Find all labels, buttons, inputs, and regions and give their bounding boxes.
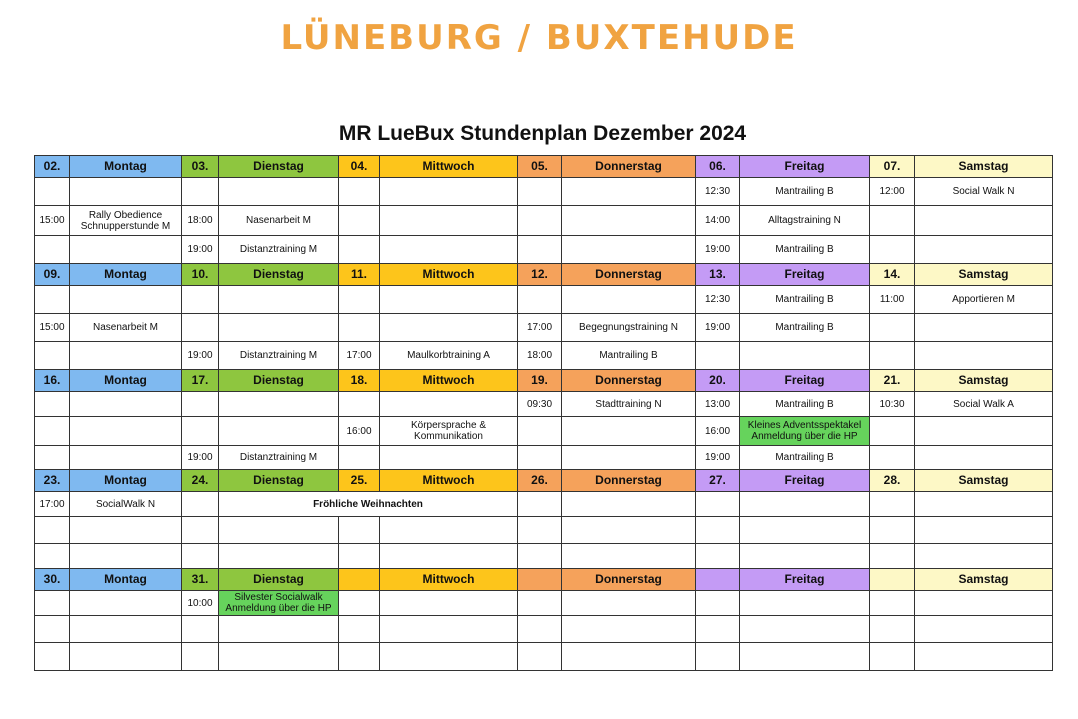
entry-title	[562, 236, 696, 264]
day-header-donnerstag: Donnerstag	[562, 156, 696, 178]
entry-time: 12:30	[696, 178, 740, 206]
entry-time	[339, 286, 380, 314]
entry-time: 11:00	[870, 286, 915, 314]
entry-title	[380, 206, 518, 236]
date-cell-dienstag: 03.	[182, 156, 219, 178]
entry-title	[915, 591, 1053, 616]
entry-time	[696, 591, 740, 616]
entry-time: 17:00	[35, 492, 70, 517]
entry-time	[35, 544, 70, 569]
headline: LÜNEBURG / BUXTEHUDE	[280, 18, 798, 58]
schedule-row	[35, 286, 1053, 314]
week-header-row	[35, 470, 1053, 492]
entry-title: Mantrailing B	[740, 236, 870, 264]
entry-title	[70, 236, 182, 264]
date-cell-samstag	[870, 569, 915, 591]
entry-title: Mantrailing B	[740, 178, 870, 206]
entry-time	[870, 446, 915, 470]
entry-title	[219, 417, 339, 446]
entry-time	[870, 544, 915, 569]
entry-title	[915, 446, 1053, 470]
date-cell-dienstag: 31.	[182, 569, 219, 591]
entry-title	[915, 517, 1053, 544]
entry-time	[35, 417, 70, 446]
entry-time	[870, 616, 915, 643]
week-header-row	[35, 156, 1053, 178]
highlight-note: Silvester Socialwalk Anmeldung über die HP	[219, 591, 339, 616]
entry-time	[870, 492, 915, 517]
day-header-freitag: Freitag	[740, 264, 870, 286]
entry-time	[518, 544, 562, 569]
schedule-row	[35, 492, 1053, 517]
entry-time	[339, 591, 380, 616]
schedule-table	[34, 155, 1053, 671]
entry-time: 16:00	[339, 417, 380, 446]
day-header-montag: Montag	[70, 156, 182, 178]
plan-title: MR LueBux Stundenplan Dezember 2024	[338, 122, 747, 145]
schedule-row	[35, 616, 1053, 643]
entry-time: 16:00	[696, 417, 740, 446]
entry-time	[870, 236, 915, 264]
entry-title	[915, 492, 1053, 517]
day-header-montag: Montag	[70, 264, 182, 286]
date-cell-montag: 02.	[35, 156, 70, 178]
entry-title	[915, 643, 1053, 671]
day-header-freitag: Freitag	[740, 156, 870, 178]
day-header-mittwoch: Mittwoch	[380, 156, 518, 178]
entry-title	[219, 517, 339, 544]
schedule-row	[35, 342, 1053, 370]
entry-time: 12:00	[870, 178, 915, 206]
entry-time	[182, 178, 219, 206]
entry-title	[70, 544, 182, 569]
entry-title	[562, 591, 696, 616]
day-header-dienstag: Dienstag	[219, 370, 339, 392]
entry-title	[219, 392, 339, 417]
entry-title: Mantrailing B	[562, 342, 696, 370]
date-cell-montag: 30.	[35, 569, 70, 591]
entry-title: Körpersprache & Kommunikation	[380, 417, 518, 446]
entry-title: SocialWalk N	[70, 492, 182, 517]
entry-title	[562, 178, 696, 206]
entry-time: 19:00	[182, 236, 219, 264]
entry-time	[518, 417, 562, 446]
date-cell-dienstag: 24.	[182, 470, 219, 492]
entry-title	[70, 517, 182, 544]
entry-time: 19:00	[182, 446, 219, 470]
entry-title	[562, 517, 696, 544]
entry-title	[380, 236, 518, 264]
entry-title	[740, 517, 870, 544]
schedule-row	[35, 236, 1053, 264]
date-cell-donnerstag: 12.	[518, 264, 562, 286]
entry-time	[518, 178, 562, 206]
entry-title	[70, 342, 182, 370]
christmas-greeting: Fröhliche Weihnachten	[219, 492, 518, 517]
entry-title	[740, 544, 870, 569]
date-cell-donnerstag: 26.	[518, 470, 562, 492]
entry-time: 19:00	[182, 342, 219, 370]
entry-time: 09:30	[518, 392, 562, 417]
entry-time	[35, 178, 70, 206]
entry-title	[70, 591, 182, 616]
day-header-samstag: Samstag	[915, 569, 1053, 591]
date-cell-mittwoch: 18.	[339, 370, 380, 392]
day-header-montag: Montag	[70, 470, 182, 492]
entry-time	[35, 616, 70, 643]
day-header-samstag: Samstag	[915, 370, 1053, 392]
entry-title	[380, 314, 518, 342]
day-header-dienstag: Dienstag	[219, 264, 339, 286]
entry-title	[219, 616, 339, 643]
day-header-mittwoch: Mittwoch	[380, 370, 518, 392]
entry-title	[70, 392, 182, 417]
entry-time	[339, 544, 380, 569]
date-cell-montag: 09.	[35, 264, 70, 286]
day-header-samstag: Samstag	[915, 264, 1053, 286]
week-header-row	[35, 569, 1053, 591]
schedule-row	[35, 591, 1053, 616]
entry-title	[380, 178, 518, 206]
entry-title	[915, 342, 1053, 370]
entry-title: Maulkorbtraining A	[380, 342, 518, 370]
entry-title	[740, 342, 870, 370]
entry-time: 18:00	[182, 206, 219, 236]
entry-time	[518, 643, 562, 671]
day-header-donnerstag: Donnerstag	[562, 370, 696, 392]
date-cell-freitag	[696, 569, 740, 591]
day-header-samstag: Samstag	[915, 470, 1053, 492]
entry-time	[182, 314, 219, 342]
day-header-dienstag: Dienstag	[219, 470, 339, 492]
day-header-mittwoch: Mittwoch	[380, 264, 518, 286]
entry-time	[696, 517, 740, 544]
entry-time	[518, 206, 562, 236]
entry-title: Social Walk N	[915, 178, 1053, 206]
entry-title: Apportieren M	[915, 286, 1053, 314]
week-header-row	[35, 264, 1053, 286]
entry-title	[219, 178, 339, 206]
entry-time	[870, 314, 915, 342]
entry-time	[182, 286, 219, 314]
entry-title: Mantrailing B	[740, 392, 870, 417]
entry-title	[219, 643, 339, 671]
entry-title: Mantrailing B	[740, 314, 870, 342]
entry-time	[339, 236, 380, 264]
date-cell-donnerstag	[518, 569, 562, 591]
schedule-row	[35, 178, 1053, 206]
entry-time	[339, 643, 380, 671]
entry-time	[339, 517, 380, 544]
date-cell-freitag: 20.	[696, 370, 740, 392]
entry-time	[35, 446, 70, 470]
entry-time	[35, 286, 70, 314]
entry-title	[740, 643, 870, 671]
day-header-dienstag: Dienstag	[219, 569, 339, 591]
date-cell-freitag: 13.	[696, 264, 740, 286]
entry-title	[562, 446, 696, 470]
schedule-row	[35, 446, 1053, 470]
entry-time: 13:00	[696, 392, 740, 417]
entry-time: 19:00	[696, 446, 740, 470]
entry-time	[182, 392, 219, 417]
entry-title	[915, 544, 1053, 569]
day-header-donnerstag: Donnerstag	[562, 264, 696, 286]
entry-time	[518, 492, 562, 517]
entry-title	[915, 206, 1053, 236]
date-cell-montag: 23.	[35, 470, 70, 492]
entry-title	[740, 591, 870, 616]
entry-title	[70, 446, 182, 470]
date-cell-freitag: 06.	[696, 156, 740, 178]
entry-time: 10:30	[870, 392, 915, 417]
entry-time	[870, 591, 915, 616]
entry-title: Begegnungstraining N	[562, 314, 696, 342]
entry-title	[562, 286, 696, 314]
entry-time	[339, 314, 380, 342]
date-cell-donnerstag: 05.	[518, 156, 562, 178]
entry-title	[380, 544, 518, 569]
day-header-freitag: Freitag	[740, 370, 870, 392]
entry-time	[696, 544, 740, 569]
entry-time: 19:00	[696, 314, 740, 342]
entry-title	[70, 616, 182, 643]
entry-title: Distanztraining M	[219, 342, 339, 370]
entry-time	[182, 616, 219, 643]
entry-title	[380, 517, 518, 544]
entry-time	[518, 446, 562, 470]
schedule-row	[35, 544, 1053, 569]
entry-title: Stadttraining N	[562, 392, 696, 417]
schedule-row	[35, 643, 1053, 671]
entry-title: Alltagstraining N	[740, 206, 870, 236]
date-cell-samstag: 21.	[870, 370, 915, 392]
entry-time	[35, 236, 70, 264]
entry-title	[219, 314, 339, 342]
entry-title	[70, 286, 182, 314]
date-cell-samstag: 14.	[870, 264, 915, 286]
entry-title: Nasenarbeit M	[219, 206, 339, 236]
entry-title	[380, 591, 518, 616]
highlight-note: Kleines Adventsspektakel Anmeldung über die HP	[740, 417, 870, 446]
entry-time	[518, 286, 562, 314]
entry-time	[182, 417, 219, 446]
entry-time: 12:30	[696, 286, 740, 314]
entry-time	[870, 342, 915, 370]
day-header-montag: Montag	[70, 569, 182, 591]
entry-time: 14:00	[696, 206, 740, 236]
entry-title: Mantrailing B	[740, 286, 870, 314]
entry-title	[380, 446, 518, 470]
entry-title	[70, 417, 182, 446]
date-cell-mittwoch: 25.	[339, 470, 380, 492]
entry-time	[518, 517, 562, 544]
date-cell-freitag: 27.	[696, 470, 740, 492]
entry-title: Mantrailing B	[740, 446, 870, 470]
entry-title	[562, 492, 696, 517]
day-header-samstag: Samstag	[915, 156, 1053, 178]
entry-title	[380, 616, 518, 643]
schedule-row	[35, 314, 1053, 342]
entry-title	[380, 392, 518, 417]
entry-time	[696, 342, 740, 370]
entry-title: Rally Obedience Schnupperstunde M	[70, 206, 182, 236]
entry-title	[380, 286, 518, 314]
entry-title	[70, 643, 182, 671]
entry-title	[740, 492, 870, 517]
schedule-row	[35, 392, 1053, 417]
entry-time	[35, 517, 70, 544]
entry-time	[870, 643, 915, 671]
entry-title	[915, 236, 1053, 264]
entry-time: 10:00	[182, 591, 219, 616]
entry-title	[380, 643, 518, 671]
date-cell-dienstag: 17.	[182, 370, 219, 392]
entry-time	[518, 236, 562, 264]
entry-title	[915, 314, 1053, 342]
entry-title: Distanztraining M	[219, 236, 339, 264]
entry-time	[696, 616, 740, 643]
entry-time	[35, 591, 70, 616]
entry-time	[518, 591, 562, 616]
date-cell-mittwoch: 11.	[339, 264, 380, 286]
entry-time	[339, 392, 380, 417]
entry-time	[870, 517, 915, 544]
entry-time	[518, 616, 562, 643]
entry-title	[562, 616, 696, 643]
schedule-row	[35, 517, 1053, 544]
day-header-mittwoch: Mittwoch	[380, 470, 518, 492]
date-cell-mittwoch	[339, 569, 380, 591]
entry-time	[870, 417, 915, 446]
entry-time: 15:00	[35, 314, 70, 342]
date-cell-mittwoch: 04.	[339, 156, 380, 178]
entry-time: 15:00	[35, 206, 70, 236]
date-cell-montag: 16.	[35, 370, 70, 392]
date-cell-donnerstag: 19.	[518, 370, 562, 392]
week-header-row	[35, 370, 1053, 392]
entry-time: 18:00	[518, 342, 562, 370]
entry-time	[35, 643, 70, 671]
entry-time	[339, 206, 380, 236]
day-header-donnerstag: Donnerstag	[562, 470, 696, 492]
entry-time	[696, 643, 740, 671]
entry-time	[182, 643, 219, 671]
date-cell-samstag: 28.	[870, 470, 915, 492]
entry-title	[562, 643, 696, 671]
day-header-freitag: Freitag	[740, 569, 870, 591]
entry-title	[219, 544, 339, 569]
entry-time: 17:00	[518, 314, 562, 342]
entry-title: Social Walk A	[915, 392, 1053, 417]
entry-time	[182, 492, 219, 517]
entry-time	[696, 492, 740, 517]
day-header-freitag: Freitag	[740, 470, 870, 492]
entry-time	[339, 616, 380, 643]
entry-time	[182, 517, 219, 544]
entry-title	[915, 616, 1053, 643]
entry-title	[915, 417, 1053, 446]
entry-time	[35, 392, 70, 417]
entry-title	[70, 178, 182, 206]
entry-title: Distanztraining M	[219, 446, 339, 470]
entry-time	[870, 206, 915, 236]
entry-time	[182, 544, 219, 569]
day-header-dienstag: Dienstag	[219, 156, 339, 178]
schedule-row	[35, 417, 1053, 446]
entry-time: 19:00	[696, 236, 740, 264]
entry-time	[339, 178, 380, 206]
day-header-mittwoch: Mittwoch	[380, 569, 518, 591]
entry-title	[740, 616, 870, 643]
entry-title	[562, 206, 696, 236]
date-cell-dienstag: 10.	[182, 264, 219, 286]
entry-title	[562, 544, 696, 569]
day-header-montag: Montag	[70, 370, 182, 392]
entry-title	[219, 286, 339, 314]
entry-title: Nasenarbeit M	[70, 314, 182, 342]
entry-time	[339, 446, 380, 470]
entry-title	[562, 417, 696, 446]
entry-time: 17:00	[339, 342, 380, 370]
date-cell-samstag: 07.	[870, 156, 915, 178]
schedule-row	[35, 206, 1053, 236]
entry-time	[35, 342, 70, 370]
day-header-donnerstag: Donnerstag	[562, 569, 696, 591]
